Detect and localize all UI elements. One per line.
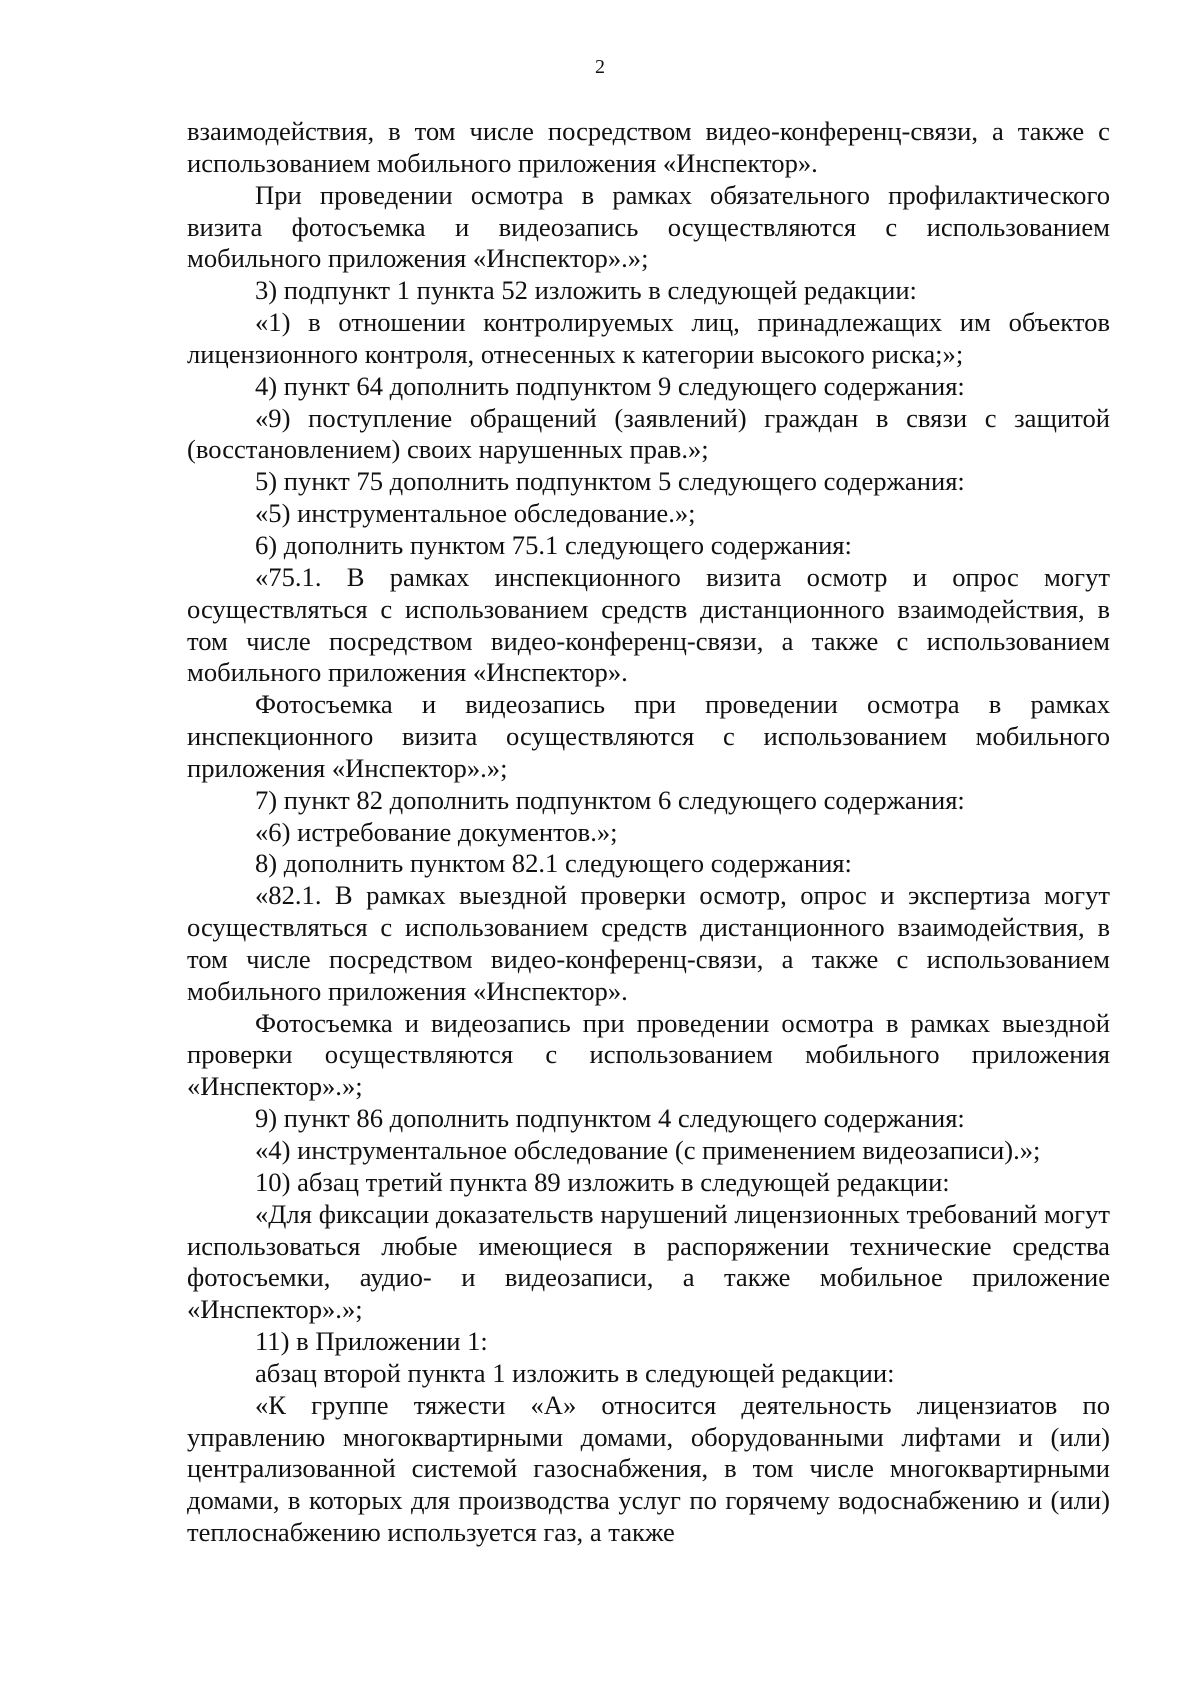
paragraph: 5) пункт 75 дополнить подпунктом 5 следующего содержания:	[255, 466, 965, 497]
paragraph: 8) дополнить пунктом 82.1 следующего содержания:	[255, 848, 852, 879]
document-body	[187, 116, 1110, 1549]
paragraph: 4) пункт 64 дополнить подпунктом 9 следующего содержания:	[255, 370, 965, 401]
paragraph: 11) в Приложении 1:	[255, 1326, 488, 1357]
paragraph: 9) пункт 86 дополнить подпунктом 4 следующего содержания:	[255, 1103, 965, 1134]
paragraph: «75.1. В рамках инспекционного визита осмотр и опрос могут осуществляться с использованием средств дистанционного взаимодействия, в том числе посредством видео-конференц-связи, а также с использованием мобильного приложения «Инспектор».	[187, 561, 1110, 688]
paragraph: «5) инструментальное обследование.»;	[255, 498, 696, 529]
paragraph: 10) абзац третий пункта 89 изложить в следующей редакции:	[255, 1166, 950, 1197]
paragraph: «6) истребование документов.»;	[255, 816, 618, 847]
paragraph: 6) дополнить пунктом 75.1 следующего содержания:	[255, 529, 852, 560]
paragraph: «К группе тяжести «А» относится деятельность лицензиатов по управлению многоквартирными домами, оборудованными лифтами и (или) централизованной системой газоснабжения, в том числе многоквартирными домами, в которых для производства услуг по горячему водоснабжению и (или) теплоснабжению используется газ, а также	[187, 1389, 1110, 1548]
paragraph: «1) в отношении контролируемых лиц, принадлежащих им объектов лицензионного контроля, отнесенных к категории высокого риска;»;	[187, 307, 1110, 369]
paragraph: При проведении осмотра в рамках обязательного профилактического визита фотосъемка и видеозапись осуществляются с использованием мобильного приложения «Инспектор».»;	[187, 179, 1110, 274]
paragraph: взаимодействия, в том числе посредством видео-конференц-связи, а также с использованием мобильного приложения «Инспектор».	[187, 116, 1110, 178]
paragraph: «Для фиксации доказательств нарушений лицензионных требований могут использоваться любые имеющиеся в распоряжении технические средства фотосъемки, аудио- и видеозаписи, а также мобильное приложение «Инспектор».»;	[187, 1198, 1110, 1325]
paragraph: «82.1. В рамках выездной проверки осмотр, опрос и экспертиза могут осуществляться с использованием средств дистанционного взаимодействия, в том числе посредством видео-конференц-связи, а также с использованием мобильного приложения «Инспектор».	[187, 880, 1110, 1006]
paragraph: Фотосъемка и видеозапись при проведении осмотра в рамках выездной проверки осуществляются с использованием мобильного приложения «Инспектор».»;	[187, 1007, 1110, 1102]
paragraph: «4) инструментальное обследование (с применением видеозаписи).»;	[255, 1135, 1041, 1165]
paragraph: Фотосъемка и видеозапись при проведении осмотра в рамках инспекционного визита осуществляются с использованием мобильного приложения «Инспектор».»;	[187, 689, 1110, 783]
paragraph: абзац второй пункта 1 изложить в следующей редакции:	[255, 1357, 895, 1388]
page-number: 2	[595, 56, 605, 78]
paragraph: 3) подпункт 1 пункта 52 изложить в следующей редакции:	[255, 275, 917, 306]
paragraph: 7) пункт 82 дополнить подпунктом 6 следующего содержания:	[255, 784, 965, 815]
paragraph: «9) поступление обращений (заявлений) граждан в связи с защитой (восстановлением) своих нарушенных прав.»;	[187, 402, 1110, 465]
